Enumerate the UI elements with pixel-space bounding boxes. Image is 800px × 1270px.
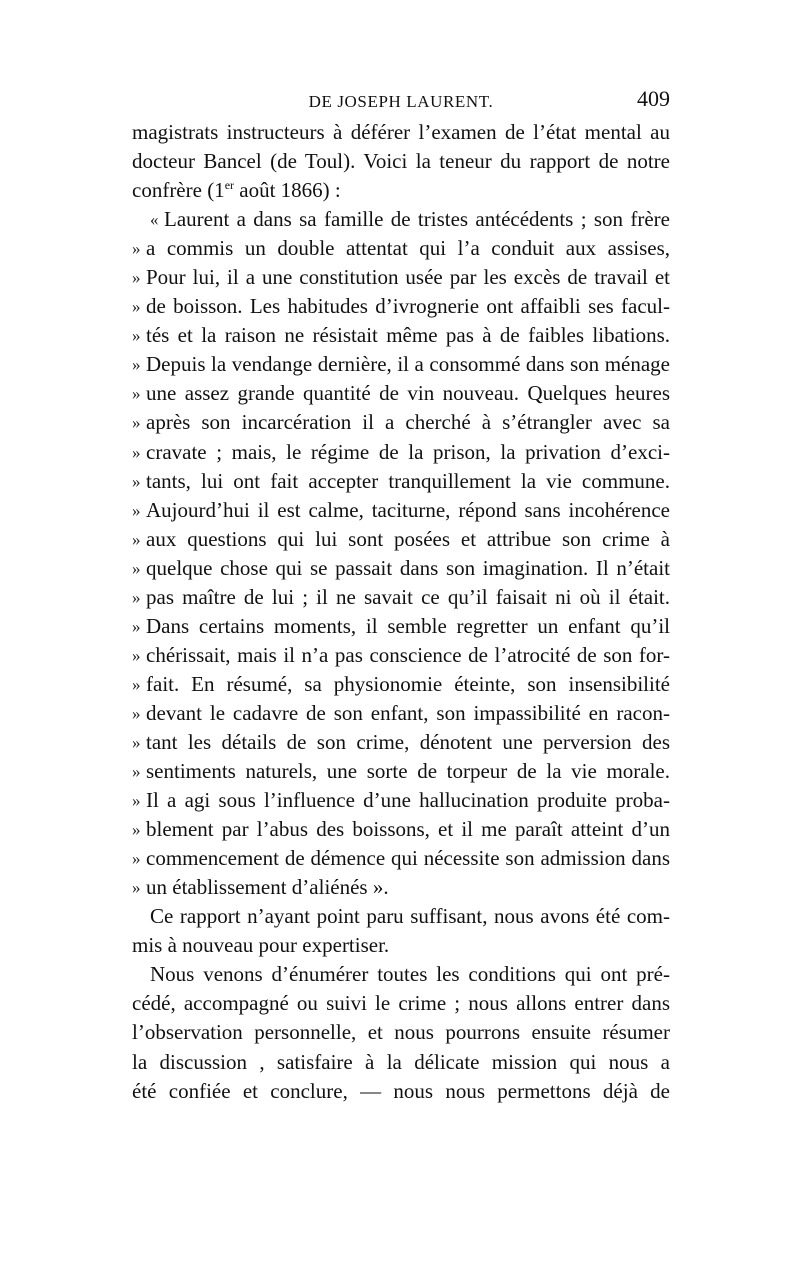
continuation-quote-mark: » bbox=[132, 529, 141, 549]
quote-line bbox=[132, 728, 670, 757]
quote-text: tant les détails de son crime, dénotent une perversion des bbox=[146, 729, 670, 754]
quote-line bbox=[132, 321, 670, 350]
open-quote-mark: « bbox=[150, 210, 159, 230]
quote-line bbox=[132, 205, 670, 234]
text-line: cédé, accompagné ou suivi le crime ; nous allons entrer dans bbox=[132, 991, 670, 1016]
quote-line bbox=[132, 670, 670, 699]
quote-text: de boisson. Les habitudes d’ivrognerie ont affaibli ses facul- bbox=[146, 294, 670, 319]
continuation-quote-mark: » bbox=[132, 878, 141, 898]
text-line: mis à nouveau pour expertiser. bbox=[132, 933, 390, 958]
text-line: Nous venons d’énumérer toutes les conditions qui ont pré- bbox=[150, 962, 670, 987]
quote-text: une assez grande quantité de vin nouveau. Quelques heures bbox=[146, 381, 670, 406]
continuation-quote-mark: » bbox=[132, 500, 141, 520]
quote-line bbox=[132, 699, 670, 728]
continuation-quote-mark: » bbox=[132, 471, 141, 491]
quote-text: Pour lui, il a une constitution usée par les excès de travail et bbox=[146, 265, 670, 290]
quote-text: Aujourd’hui il est calme, taciturne, répond sans incohérence bbox=[146, 497, 670, 522]
continuation-quote-mark: » bbox=[132, 703, 141, 723]
page-number: 409 bbox=[637, 86, 670, 111]
quote-text: a commis un double attentat qui l’a conduit aux assises, bbox=[146, 236, 670, 261]
quote-line bbox=[132, 263, 670, 292]
quote-text: Depuis la vendange dernière, il a consommé dans son ménage bbox=[146, 352, 670, 377]
quote-text: sentiments naturels, une sorte de torpeur de la vie morale. bbox=[146, 759, 670, 784]
continuation-quote-mark: » bbox=[132, 820, 141, 840]
quote-text: un établissement d’aliénés ». bbox=[146, 875, 389, 900]
quote-text: chérissait, mais il n’a pas conscience de l’atrocité de son for- bbox=[146, 642, 670, 667]
quote-line bbox=[132, 641, 670, 670]
continuation-quote-mark: » bbox=[132, 732, 141, 752]
quote-line bbox=[132, 292, 670, 321]
continuation-quote-mark: » bbox=[132, 558, 141, 578]
text-line: Ce rapport n’ayant point paru suffisant, nous avons été com- bbox=[150, 904, 670, 929]
text-fragment: confrère (1 bbox=[132, 178, 225, 203]
quote-line bbox=[132, 786, 670, 815]
text-line: magistrats instructeurs à déférer l’examen de l’état mental au bbox=[132, 120, 670, 144]
text-fragment: août 1866) : bbox=[234, 178, 341, 203]
continuation-quote-mark: » bbox=[132, 762, 141, 782]
quote-text: devant le cadavre de son enfant, son impassibilité en racon- bbox=[146, 700, 670, 725]
continuation-quote-mark: » bbox=[132, 413, 141, 433]
text-line: la discussion , satisfaire à la délicate mission qui nous a bbox=[132, 1049, 670, 1074]
quote-line bbox=[132, 438, 670, 467]
continuation-quote-mark: » bbox=[132, 674, 141, 694]
continuation-quote-mark: » bbox=[132, 442, 141, 462]
ordinal-superscript: er bbox=[224, 178, 235, 193]
continuation-quote-mark: » bbox=[132, 297, 141, 317]
continuation-quote-mark: » bbox=[132, 645, 141, 665]
quote-line bbox=[132, 583, 670, 612]
quote-text: blement par l’abus des boissons, et il me paraît atteint d’un bbox=[146, 817, 670, 842]
quote-line bbox=[132, 408, 670, 437]
body-text bbox=[132, 118, 670, 1106]
text-line: docteur Bancel (de Toul). Voici la teneur du rapport de notre bbox=[132, 149, 670, 174]
continuation-quote-mark: » bbox=[132, 268, 141, 288]
quote-text: cravate ; mais, le régime de la prison, la privation d’exci- bbox=[146, 439, 670, 464]
quote-text: Laurent a dans sa famille de tristes antécédents ; son frère bbox=[164, 207, 670, 232]
quote-line bbox=[132, 350, 670, 379]
running-title: DE JOSEPH LAURENT. bbox=[308, 92, 494, 111]
quote-text: pas maître de lui ; il ne savait ce qu’il faisait ni où il était. bbox=[146, 584, 670, 609]
quote-text: commencement de démence qui nécessite son admission dans bbox=[146, 846, 670, 871]
continuation-quote-mark: » bbox=[132, 616, 141, 636]
text-line bbox=[132, 176, 670, 205]
quote-line bbox=[132, 757, 670, 786]
quote-text: après son incarcération il a cherché à s’étrangler avec sa bbox=[146, 410, 670, 435]
continuation-quote-mark: » bbox=[132, 384, 141, 404]
quote-text: tés et la raison ne résistait même pas à de faibles libations. bbox=[146, 323, 670, 348]
quote-line bbox=[132, 873, 670, 902]
text-line: l’observation personnelle, et nous pourrons ensuite résumer bbox=[132, 1020, 670, 1045]
continuation-quote-mark: » bbox=[132, 587, 141, 607]
quote-line bbox=[132, 525, 670, 554]
quote-line bbox=[132, 612, 670, 641]
quote-text: Dans certains moments, il semble regretter un enfant qu’il bbox=[146, 613, 670, 638]
continuation-quote-mark: » bbox=[132, 849, 141, 869]
continuation-quote-mark: » bbox=[132, 326, 141, 346]
quote-text: quelque chose qui se passait dans son imagination. Il n’était bbox=[146, 555, 670, 580]
text-line: été confiée et conclure, — nous nous permettons déjà de bbox=[132, 1078, 670, 1103]
quote-line bbox=[132, 844, 670, 873]
quote-line bbox=[132, 379, 670, 408]
quote-text: fait. En résumé, sa physionomie éteinte, son insensibilité bbox=[146, 671, 670, 696]
continuation-quote-mark: » bbox=[132, 355, 141, 375]
quote-text: tants, lui ont fait accepter tranquillement la vie commune. bbox=[146, 468, 670, 493]
quote-line bbox=[132, 234, 670, 263]
quote-text: aux questions qui lui sont posées et attribue son crime à bbox=[146, 526, 670, 551]
quote-line bbox=[132, 467, 670, 496]
continuation-quote-mark: » bbox=[132, 791, 141, 811]
quote-line bbox=[132, 815, 670, 844]
quote-text: Il a agi sous l’influence d’une hallucination produite proba- bbox=[146, 788, 670, 813]
running-head bbox=[132, 86, 670, 118]
quote-line bbox=[132, 496, 670, 525]
continuation-quote-mark: » bbox=[132, 239, 141, 259]
quote-line bbox=[132, 554, 670, 583]
